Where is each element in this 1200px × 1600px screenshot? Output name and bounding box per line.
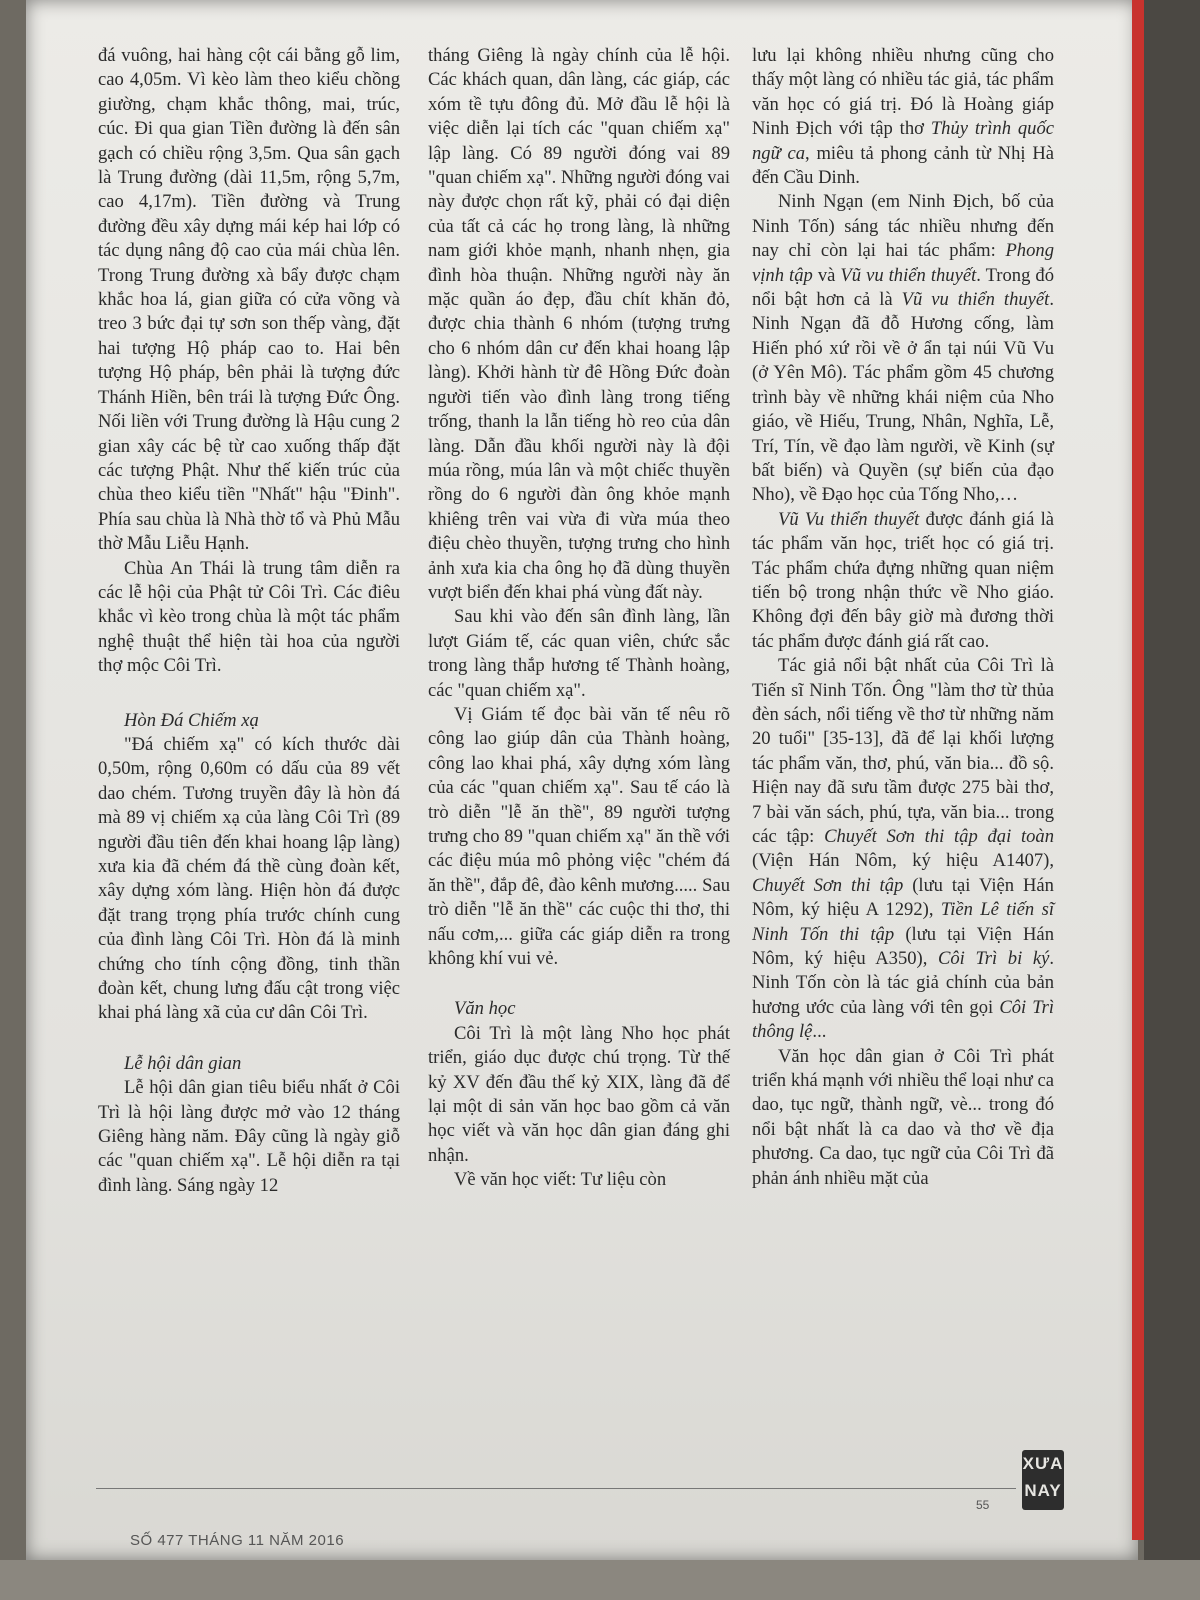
text-column-1	[98, 44, 400, 1198]
issue-label: SỐ 477 THÁNG 11 NĂM 2016	[130, 1532, 345, 1549]
page-bottom-background	[0, 1560, 1200, 1600]
paragraph: "Đá chiếm xạ" có kích thước dài 0,50m, rộng 0,60m có dấu của 89 vết dao chém. Tương truyền đây là hòn đá mà 89 vị chiếm xạ của làng Côi Trì (89 người đầu tiên đến khai hoang lập làng) xưa kia đã chém đá thề cùng đoàn kết, xây dựng xóm làng. Hiện hòn đá được đặt trang trọng phía trước chính cung của đình làng Côi Trì. Hòn đá là minh chứng cho tính cộng đồng, tinh thần đoàn kết, chung lưng đấu cật trong việc khai phá làng xã của cư dân Côi Trì.	[98, 733, 400, 1024]
section-heading: Lễ hội dân gian	[124, 1052, 242, 1074]
section-heading: Hòn Đá Chiếm xạ	[124, 709, 259, 731]
logo-line: XƯA	[1022, 1454, 1064, 1473]
page-edge-red	[1132, 0, 1144, 1540]
text-column-3	[752, 44, 1054, 1191]
paragraph: lưu lại không nhiều nhưng cũng cho thấy một làng có nhiều tác giả, tác phẩm văn học có giá trị. Đó là Hoàng giáp Ninh Địch với tập thơ Thủy trình quốc ngữ ca, miêu tả phong cảnh từ Nhị Hà đến Cầu Dinh.	[752, 45, 1054, 189]
paragraph: Côi Trì là một làng Nho học phát triển, giáo dục được chú trọng. Từ thế kỷ XV đến đầu thế kỷ XIX, làng đã để lại một di sản văn học bao gồm cả văn học viết và văn học dân gian đáng ghi nhận.	[428, 1022, 730, 1166]
paragraph: Vũ Vu thiển thuyết được đánh giá là tác phẩm văn học, triết học có giá trị. Tác phẩm chứa đựng những quan niệm tiến bộ trong nhận thức về Nho giáo. Không đợi đến bây giờ mà đương thời tác phẩm được đánh giá rất cao.	[752, 508, 1054, 652]
magazine-logo	[1022, 1450, 1064, 1510]
paragraph: Về văn học viết: Tư liệu còn	[454, 1169, 667, 1191]
text-column-2	[428, 44, 730, 1193]
paragraph: Ninh Ngạn (em Ninh Địch, bố của Ninh Tốn) sáng tác nhiều nhưng đến nay chỉ còn lại hai tác phẩm: Phong vịnh tập và Vũ vu thiển thuyết. Trong đó nổi bật hơn cả là Vũ vu thiển thuyết. Ninh Ngạn đã đỗ Hương cống, làm Hiến phó xứ rồi về ở ẩn tại núi Vũ Vu (ở Yên Mô). Tác phẩm gồm 45 chương trình bày về những khái niệm của Nho giáo, về Hiếu, Trung, Nhân, Nghĩa, Lễ, Trí, Tín, về đạo làm người, về Kinh (sự bất biến) và Quyền (sự biến của đạo Nho), về Đạo học của Tống Nho,…	[752, 191, 1054, 506]
magazine-page	[26, 0, 1138, 1560]
logo-line: NAY	[1024, 1481, 1062, 1500]
paragraph: Sau khi vào đến sân đình làng, lần lượt Giám tế, các quan viên, chức sắc trong làng thắp hương tế Thành hoàng, các "quan chiếm xạ".	[428, 606, 730, 701]
paragraph: đá vuông, hai hàng cột cái bằng gỗ lim, cao 4,05m. Vì kèo làm theo kiểu chồng giường, chạm khắc thông, mai, trúc, cúc. Đi qua gian Tiền đường là đến sân gạch có chiều rộng 3,5m. Qua sân gạch là Trung đường (dài 11,5m, rộng 5,7m, cao 4,17m). Tiền đường và Trung đường đều xây dựng mái kép hai lớp có tác dụng nâng độ cao của mái chùa lên. Trong Trung đường xà bẩy được chạm khắc hoa lá, gian giữa có cửa võng và treo 3 bức đại tự sơn son thếp vàng, đặt hai tượng Hộ pháp cao to. Hai bên tượng Hộ pháp, bên phải là tượng đức Thánh Hiền, bên trái là tượng Đức Ông. Nối liền với Trung đường là Hậu cung 2 gian xây các bệ từ cao xuống thấp đặt các tượng Phật. Như thế kiến trúc của chùa theo kiểu tiền "Nhất" hậu "Đinh". Phía sau chùa là Nhà thờ tổ và Phủ Mẫu thờ Mẫu Liễu Hạnh.	[98, 45, 400, 555]
paragraph: tháng Giêng là ngày chính của lễ hội. Các khách quan, dân làng, các giáp, các xóm tề tựu đông đủ. Mở đầu lễ hội là việc diễn lại tích các "quan chiếm xạ" lập làng. Có 89 người đóng vai 89 "quan chiếm xạ". Những người đóng vai này được chọn rất kỹ, phải có đại diện của tất cả các họ trong làng, là những nam giới khỏe mạnh, nhanh nhẹn, gia đình hòa thuận. Những người này ăn mặc quần áo đẹp, đầu chít khăn đỏ, được chia thành 6 nhóm (tượng trưng cho 6 nhóm dân cư đến khai hoang lập làng). Khởi hành từ đê Hồng Đức đoàn người tiến vào đình làng trong tiếng trống, thanh la lẫn tiếng hò reo của dân làng. Dẫn đầu khối người này là đội múa rồng, múa lân và một chiếc thuyền rồng do 6 người đàn ông khỏe mạnh khiêng trên vai vừa đi vừa múa theo điệu chèo thuyền, tượng trưng cho hình ảnh xưa kia cha ông họ đã dùng thuyền vượt biển đến khai phá vùng đất này.	[428, 45, 730, 603]
paragraph: Tác giả nổi bật nhất của Côi Trì là Tiến sĩ Ninh Tốn. Ông "làm thơ từ thủa đèn sách, nổi tiếng về thơ từ những năm 20 tuổi" [35-13], đã để lại khối lượng tác phẩm văn, thơ, phú, văn bia... đồ sộ. Hiện nay đã sưu tầm được 275 bài thơ, 7 bài văn sách, phú, tựa, văn bia... trong các tập: Chuyết Sơn thi tập đại toàn (Viện Hán Nôm, ký hiệu A1407), Chuyết Sơn thi tập (lưu tại Viện Hán Nôm, ký hiệu A 1292), Tiền Lê tiến sĩ Ninh Tốn thi tập (lưu tại Viện Hán Nôm, ký hiệu A350), Côi Trì bi ký. Ninh Tốn còn là tác giả chính của bản hương ước của làng với tên gọi Côi Trì thông lệ...	[752, 655, 1055, 1043]
section-heading: Văn học	[454, 998, 516, 1020]
paragraph: Chùa An Thái là trung tâm diễn ra các lễ hội của Phật tử Côi Trì. Các điêu khắc vì kèo trong chùa là một tác phẩm nghệ thuật thể hiện tài hoa của người thợ mộc Côi Trì.	[98, 557, 400, 677]
paragraph: Vị Giám tế đọc bài văn tế nêu rõ công lao giúp dân của Thành hoàng, công lao khai phá, xây dựng xóm làng của các "quan chiếm xạ". Sau tế cáo là trò diễn "lễ ăn thề", 89 người tượng trưng cho 89 "quan chiếm xạ" ăn thề với các điệu múa mô phỏng việc "chém đá ăn thề", đắp đê, đào kênh mương..... Sau trò diễn "lễ ăn thề" các cuộc thi thơ, thi nấu cơm,... giữa các giáp diễn ra trong không khí vui vẻ.	[428, 703, 730, 970]
paragraph: Lễ hội dân gian tiêu biểu nhất ở Côi Trì là hội làng được mở vào 12 tháng Giêng hàng năm. Đây cũng là ngày giỗ các "quan chiếm xạ". Lễ hội diễn ra tại đình làng. Sáng ngày 12	[98, 1077, 400, 1196]
page-edge-dark	[1144, 0, 1200, 1600]
footer-rule	[96, 1488, 1016, 1489]
paragraph: Văn học dân gian ở Côi Trì phát triển khá mạnh với nhiều thể loại như ca dao, tục ngữ, thành ngữ, vè... trong đó nổi bật nhất là ca dao và thơ về địa phương. Ca dao, tục ngữ của Côi Trì đã phản ánh nhiều mặt của	[752, 1045, 1054, 1189]
page-number: 55	[976, 1498, 990, 1512]
